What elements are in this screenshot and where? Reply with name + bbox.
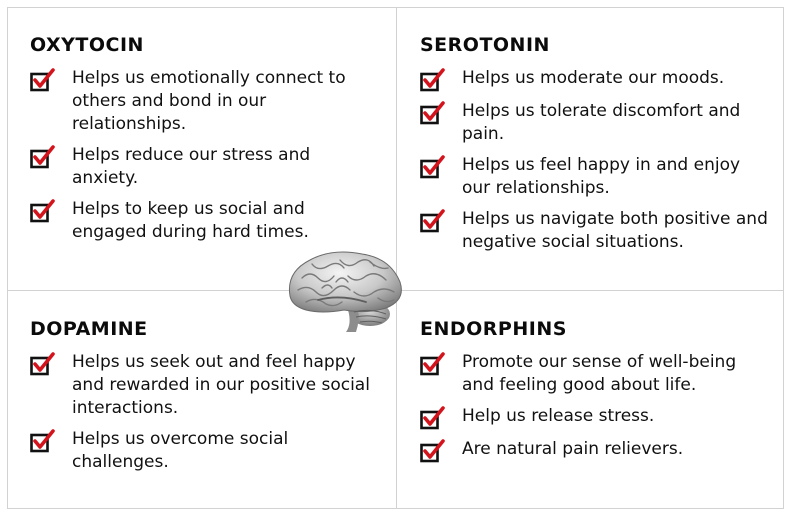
list-item [30, 198, 370, 244]
list-item [30, 428, 370, 474]
list-item [420, 67, 770, 92]
list-item-text: Helps us navigate both positive and negative social situations. [462, 209, 768, 252]
list-item [30, 351, 370, 420]
oxytocin-quadrant [30, 34, 370, 252]
serotonin-list [420, 67, 770, 254]
list-item [30, 144, 370, 190]
list-item [30, 67, 370, 136]
list-item [420, 154, 770, 200]
checked-box-icon [420, 406, 446, 430]
list-item-text: Helps us tolerate discomfort and pain. [462, 101, 741, 144]
list-item-text: Helps to keep us social and engaged during hard times. [72, 199, 309, 242]
list-item [420, 351, 770, 397]
checked-box-icon [420, 68, 446, 92]
checked-box-icon [30, 68, 56, 92]
list-item-text: Are natural pain relievers. [462, 439, 684, 459]
list-item [420, 438, 770, 463]
checked-box-icon [420, 352, 446, 376]
checked-box-icon [30, 352, 56, 376]
oxytocin-heading: OXYTOCIN [30, 34, 144, 56]
list-item-text: Promote our sense of well-being and feeling good about life. [462, 352, 737, 395]
checked-box-icon [420, 155, 446, 179]
endorphins-list [420, 351, 770, 463]
checked-box-icon [420, 439, 446, 463]
list-item [420, 100, 770, 146]
list-item-text: Help us release stress. [462, 406, 655, 426]
checked-box-icon [30, 145, 56, 169]
dopamine-quadrant [30, 318, 370, 482]
checked-box-icon [30, 199, 56, 223]
endorphins-heading: ENDORPHINS [420, 318, 567, 340]
list-item-text: Helps us moderate our moods. [462, 68, 725, 88]
dopamine-list [30, 351, 370, 474]
dopamine-heading: DOPAMINE [30, 318, 148, 340]
list-item-text: Helps us emotionally connect to others and bond in our relationships. [72, 68, 346, 134]
checked-box-icon [420, 101, 446, 125]
list-item [420, 208, 770, 254]
oxytocin-list [30, 67, 370, 244]
endorphins-quadrant [420, 318, 770, 471]
checked-box-icon [420, 209, 446, 233]
list-item [420, 405, 770, 430]
list-item-text: Helps reduce our stress and anxiety. [72, 145, 311, 188]
serotonin-quadrant [420, 34, 770, 262]
brain-image [282, 248, 408, 334]
checked-box-icon [30, 429, 56, 453]
serotonin-heading: SEROTONIN [420, 34, 550, 56]
list-item-text: Helps us overcome social challenges. [72, 429, 289, 472]
list-item-text: Helps us seek out and feel happy and rewarded in our positive social interactions. [72, 352, 370, 418]
list-item-text: Helps us feel happy in and enjoy our relationships. [462, 155, 741, 198]
